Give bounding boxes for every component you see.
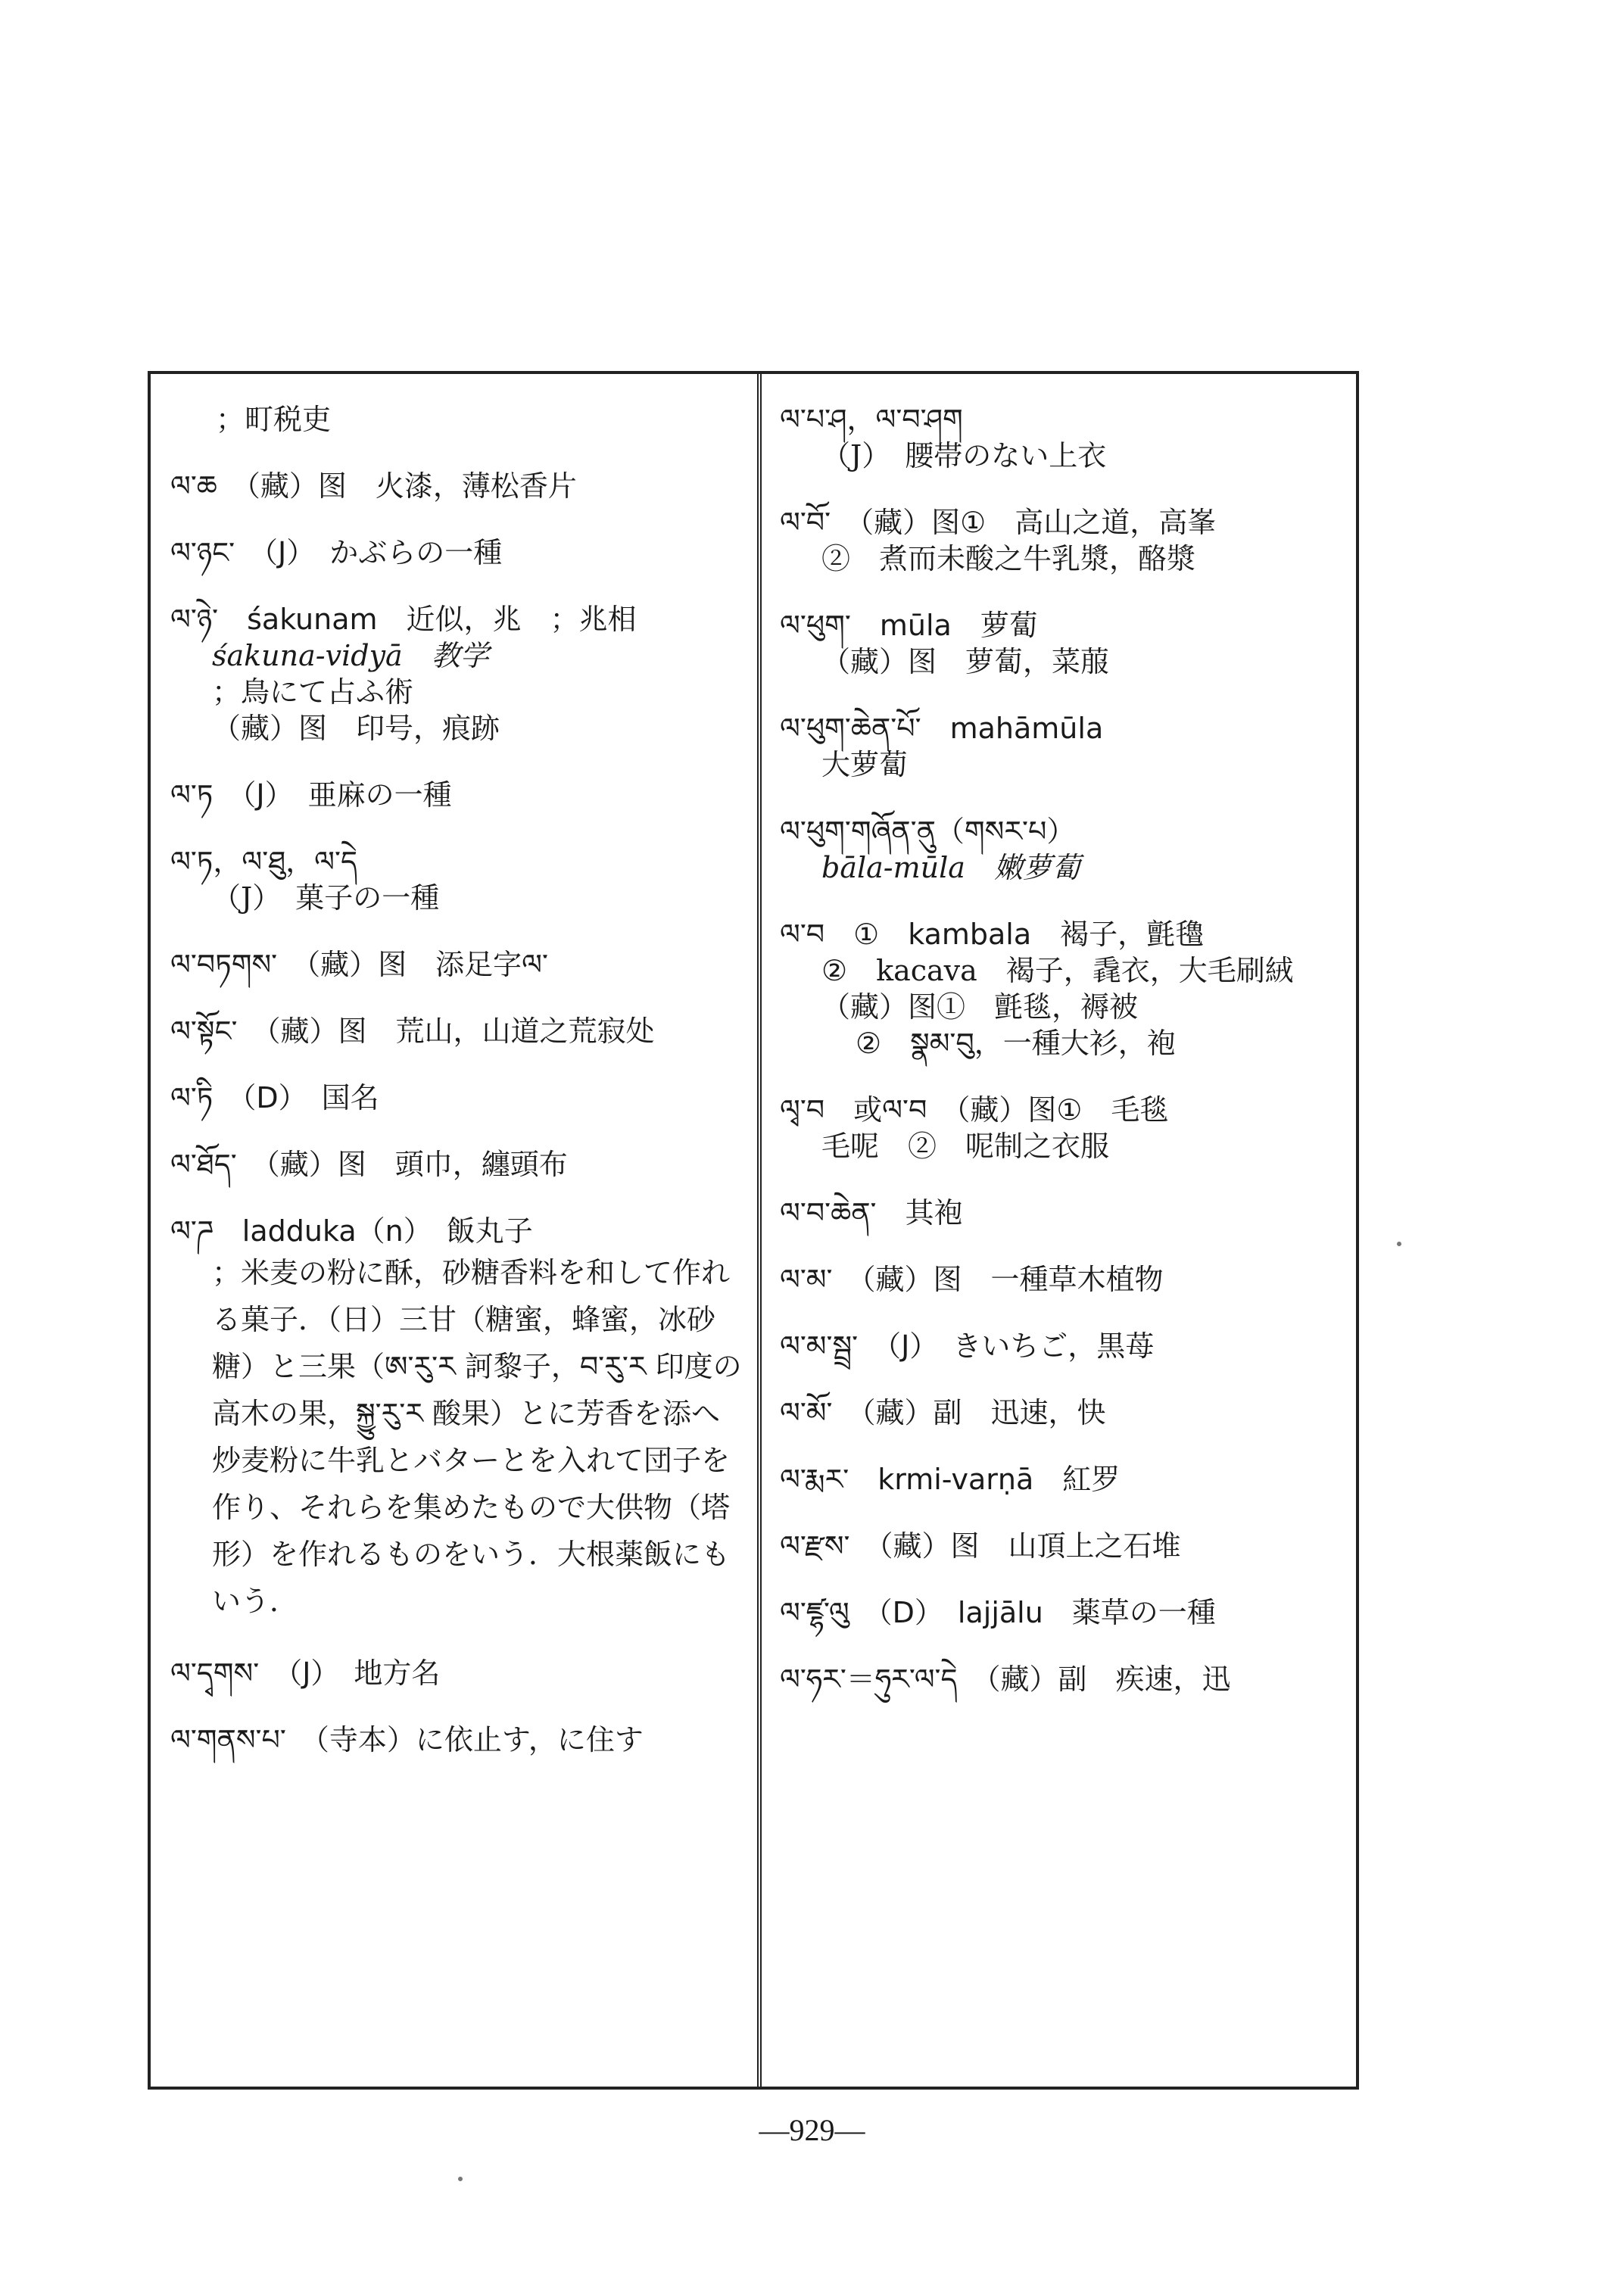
entry-headword-line: ལ་ཏ （J） 亜麻の一種 xyxy=(170,778,452,812)
entry-headword-line: ལ་ཛྷ་ལུ （D） lajjālu 薬草の一種 xyxy=(780,1596,1216,1629)
entry-line: ；町税吏 xyxy=(216,403,332,436)
right-column xyxy=(780,401,1348,1728)
entry-headword-line: ལ་རྫས་ （藏）图 山頂上之石堆 xyxy=(780,1529,1181,1563)
entry-headword-line: ལ་ཆ （藏）图 火漆，薄松香片 xyxy=(170,469,577,503)
dictionary-entry xyxy=(170,1213,746,1625)
entry-body: ；米麦の粉に酥，砂糖香料を和して作れる菓子．（日）三甘（糖蜜，蜂蜜，冰砂糖）と三果（ཨ་རུ་ར 訶黎子，བ་རུ་ར 印度の高木の果，སྐྱུ་རུ་ར 酸果）とに芳香を添へ炒麦粉に牛乳とバターとを入れて団子を作り、それらを集めたもので大供物（塔形）を作れるものをいう．大根薬飯にもいう． xyxy=(212,1256,742,1618)
entry-line: 大萝蔔 xyxy=(821,748,909,781)
dictionary-entry xyxy=(170,401,746,438)
entry-line: （藏）图 印号，痕跡 xyxy=(212,712,500,745)
entry-headword-line: ལ་བ ① kambala 褐子，氈氌 xyxy=(780,918,1205,951)
entry-headword-line: ལ་མ་ （藏）图 一種草木植物 xyxy=(780,1263,1164,1296)
entry-line: （藏）图 萝蔔，菜菔 xyxy=(821,645,1110,678)
dictionary-entry xyxy=(170,777,746,813)
entry-line: ② སྣམ་བུ，一種大衫，袍 xyxy=(856,1027,1176,1060)
dictionary-entry xyxy=(780,504,1348,577)
dictionary-entry xyxy=(170,1146,746,1183)
entry-headword-line: ལ་ཉེ་ śakunam 近似，兆 ；兆相 xyxy=(170,603,637,636)
entry-headword-line: ལྭ་བ 或ལ་བ （藏）图① 毛毯 xyxy=(780,1093,1169,1127)
dictionary-entry xyxy=(780,1661,1348,1697)
entry-headword-line: ལ་བོ་ （藏）图① 高山之道，高峯 xyxy=(780,506,1217,539)
entry-headword-line: ལ་ཉང་ （J） かぶらの一種 xyxy=(170,536,503,569)
entry-headword-line: ལ་པ་ཤ，ལ་བ་ཤག xyxy=(780,403,963,436)
entry-line: śakuna-vidyā 教学 xyxy=(212,639,489,672)
entry-headword-line: ལ་མ་སྦྲ་ （J） きいちご，黒苺 xyxy=(780,1329,1155,1363)
dictionary-entry xyxy=(170,1722,746,1758)
entry-headword-line: ལ་སྟོང་ （藏）图 荒山，山道之荒寂处 xyxy=(170,1015,655,1048)
column-divider xyxy=(757,371,762,2090)
page-number: —929— xyxy=(759,2113,865,2147)
dictionary-entry xyxy=(780,401,1348,474)
entry-line: ② 煮而未酸之牛乳漿，酪漿 xyxy=(821,542,1196,575)
entry-headword-line: ལ་ཧར་＝ཧུར་ལ་དེ （藏）副 疾速，迅 xyxy=(780,1663,1231,1696)
entry-headword-line: ལ་ཏི （D） 国名 xyxy=(170,1081,379,1114)
dictionary-entry xyxy=(780,813,1348,886)
entry-headword-line: ལ་ཌ ladduka（n） 飯丸子 xyxy=(170,1214,533,1248)
entry-line: （J） 菓子の一種 xyxy=(212,881,440,915)
dictionary-entry xyxy=(170,1013,746,1049)
dictionary-entry xyxy=(780,1195,1348,1231)
entry-line: （J） 腰帯のない上衣 xyxy=(821,439,1107,472)
scan-speck xyxy=(458,2177,463,2181)
entry-line: 毛呢 ② 呢制之衣服 xyxy=(821,1130,1110,1163)
dictionary-entry xyxy=(780,1328,1348,1364)
left-column xyxy=(170,401,746,1788)
entry-line: ；鳥にて占ふ術 xyxy=(212,675,414,709)
entry-headword-line: ལ་ཕུག་ mūla 萝蔔 xyxy=(780,609,1038,642)
entry-headword-line: ལ་ཕུག་ཆེན་པོ་ mahāmūla xyxy=(780,712,1104,745)
entry-headword-line: ལ་མོ་ （藏）副 迅速，快 xyxy=(780,1396,1106,1429)
entry-line: ② kacava 褐子，毳衣，大毛刷絨 xyxy=(821,954,1294,987)
dictionary-entry xyxy=(780,1594,1348,1631)
entry-headword-line: ལ་ཕུག་གཞོན་ནུ（གསར་པ） xyxy=(780,815,1076,848)
dictionary-entry xyxy=(780,916,1348,1061)
dictionary-entry xyxy=(170,535,746,571)
entry-line: bāla-mūla 嫩萝蔔 xyxy=(821,851,1080,884)
dictionary-entry xyxy=(780,1261,1348,1298)
entry-line: （藏）图① 氈毯，褥被 xyxy=(821,990,1139,1024)
dictionary-entry xyxy=(170,601,746,746)
dictionary-entry xyxy=(780,607,1348,680)
dictionary-entry xyxy=(170,1655,746,1691)
entry-headword-line: ལ་བ་ཆེན་ 其袍 xyxy=(780,1196,963,1230)
entry-headword-line: ལ་ཐོད་ （藏）图 頭巾，纏頭布 xyxy=(170,1148,568,1181)
dictionary-entry xyxy=(780,1461,1348,1498)
dictionary-entry xyxy=(780,1528,1348,1564)
dictionary-entry xyxy=(780,1395,1348,1431)
dictionary-entry xyxy=(170,843,746,916)
entry-headword-line: ལ་བཏགས་ （藏）图 添足字ལ་ xyxy=(170,948,548,981)
dictionary-entry xyxy=(780,1092,1348,1164)
entry-headword-line: ལ་ཏ，ལ་ཐུ，ལ་དེ xyxy=(170,845,357,878)
entry-headword-line: ལ་དྭགས་ （J） 地方名 xyxy=(170,1657,441,1690)
entry-headword-line: ལ་རྨར་ krmi-varṇā 紅罗 xyxy=(780,1463,1121,1496)
dictionary-entry xyxy=(170,1080,746,1116)
entry-headword-line: ལ་གནས་པ་ （寺本）に依止す，に住す xyxy=(170,1723,644,1756)
dictionary-entry xyxy=(780,710,1348,783)
dictionary-entry xyxy=(170,468,746,504)
scan-speck xyxy=(1397,1242,1401,1246)
dictionary-entry xyxy=(170,946,746,983)
